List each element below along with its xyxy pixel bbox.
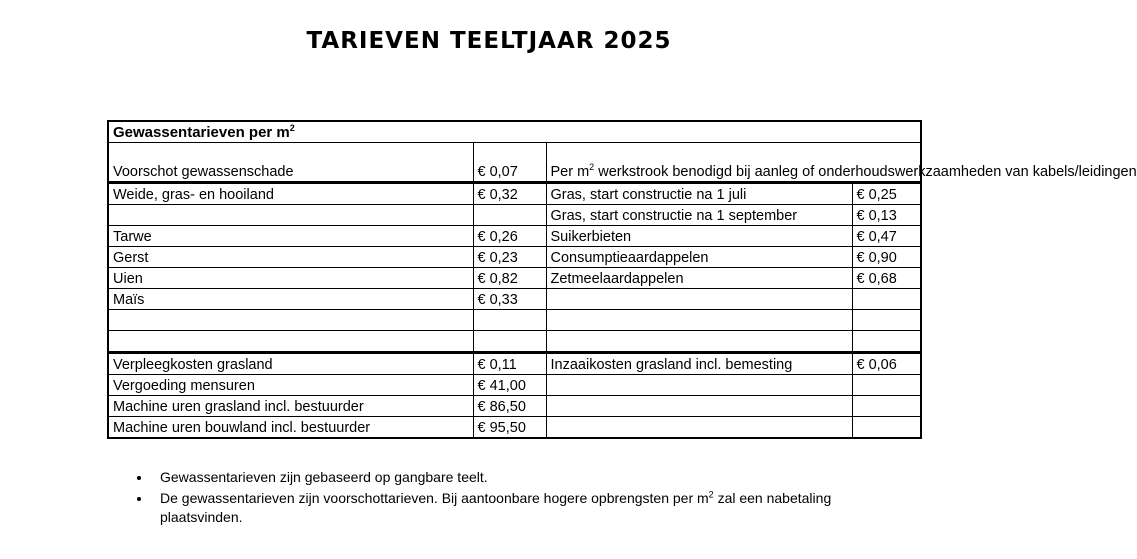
cell-left-value: € 0,26 (473, 226, 546, 247)
cell-right-value: € 0,06 (852, 353, 921, 375)
table-row (108, 353, 921, 375)
cell-left-label (108, 310, 473, 331)
cell-left-value: € 0,11 (473, 353, 546, 375)
cell-left-value: € 0,32 (473, 183, 546, 205)
cell-left-label: Vergoeding mensuren (108, 375, 473, 396)
cell-left-label: Uien (108, 268, 473, 289)
cell-right-label: Gras, start constructie na 1 juli (546, 183, 852, 205)
cell-left-label: Tarwe (108, 226, 473, 247)
advance-value: € 0,07 (473, 143, 546, 183)
table-row (108, 183, 921, 205)
cell-right-value (852, 310, 921, 331)
cell-left-label: Machine uren grasland incl. bestuurder (108, 396, 473, 417)
cell-right-value (852, 396, 921, 417)
notes-list (130, 468, 912, 529)
table-row (108, 226, 921, 247)
cell-right-value: € 0,90 (852, 247, 921, 268)
page-title: TARIEVEN TEELTJAAR 2025 (306, 28, 672, 54)
cell-left-label: Verpleegkosten grasland (108, 353, 473, 375)
table-row (108, 247, 921, 268)
cell-right-value: € 0,68 (852, 268, 921, 289)
table-row (108, 289, 921, 310)
cell-left-label: Weide, gras- en hooiland (108, 183, 473, 205)
cell-left-label (108, 205, 473, 226)
cell-right-label: Zetmeelaardappelen (546, 268, 852, 289)
cell-right-value (852, 417, 921, 439)
table-row (108, 417, 921, 439)
table-heading: Gewassentarieven per $m^2$ (108, 121, 921, 143)
cell-right-label (546, 375, 852, 396)
cell-right-label (546, 417, 852, 439)
cell-right-label (546, 289, 852, 310)
cell-left-value: € 41,00 (473, 375, 546, 396)
cell-right-value: € 0,13 (852, 205, 921, 226)
note-item: • De gewassentarieven zijn voorschottarieven. Bij aantoonbare hogere opbrengsten per $m^2$ zal een nabetaling plaatsvinden. (152, 489, 912, 527)
cell-right-label: Suikerbieten (546, 226, 852, 247)
cell-left-value (473, 331, 546, 353)
table-row (108, 310, 921, 331)
table-row (108, 375, 921, 396)
cell-right-label (546, 396, 852, 417)
cell-left-value (473, 310, 546, 331)
cell-right-label: Inzaaikosten grasland incl. bemesting (546, 353, 852, 375)
cell-right-label: Consumptieaardappelen (546, 247, 852, 268)
tariff-table (107, 120, 1137, 439)
strip-description: Per $m^2$ werkstrook benodigd bij aanleg of onderhoudswerkzaamheden van kabels/leidingen (546, 143, 921, 183)
table-row (108, 396, 921, 417)
cell-left-label: Maïs (108, 289, 473, 310)
advance-label: Voorschot gewassenschade (108, 143, 473, 183)
cell-right-label: Gras, start constructie na 1 september (546, 205, 852, 226)
cell-left-label: Machine uren bouwland incl. bestuurder (108, 417, 473, 439)
cell-left-value: € 0,33 (473, 289, 546, 310)
cell-left-label (108, 331, 473, 353)
cell-right-value (852, 375, 921, 396)
cell-left-value: € 0,23 (473, 247, 546, 268)
note-item: • Gewassentarieven zijn gebaseerd op gangbare teelt. (152, 468, 912, 487)
cell-left-value (473, 205, 546, 226)
cell-right-label (546, 331, 852, 353)
cell-right-value: € 0,25 (852, 183, 921, 205)
cell-left-value: € 0,82 (473, 268, 546, 289)
cell-right-value: € 0,47 (852, 226, 921, 247)
cell-right-label (546, 310, 852, 331)
cell-right-value (852, 331, 921, 353)
cell-left-value: € 95,50 (473, 417, 546, 439)
cell-right-value (852, 289, 921, 310)
cell-left-value: € 86,50 (473, 396, 546, 417)
table-row (108, 268, 921, 289)
table-row (108, 331, 921, 353)
table-row (108, 205, 921, 226)
cell-left-label: Gerst (108, 247, 473, 268)
